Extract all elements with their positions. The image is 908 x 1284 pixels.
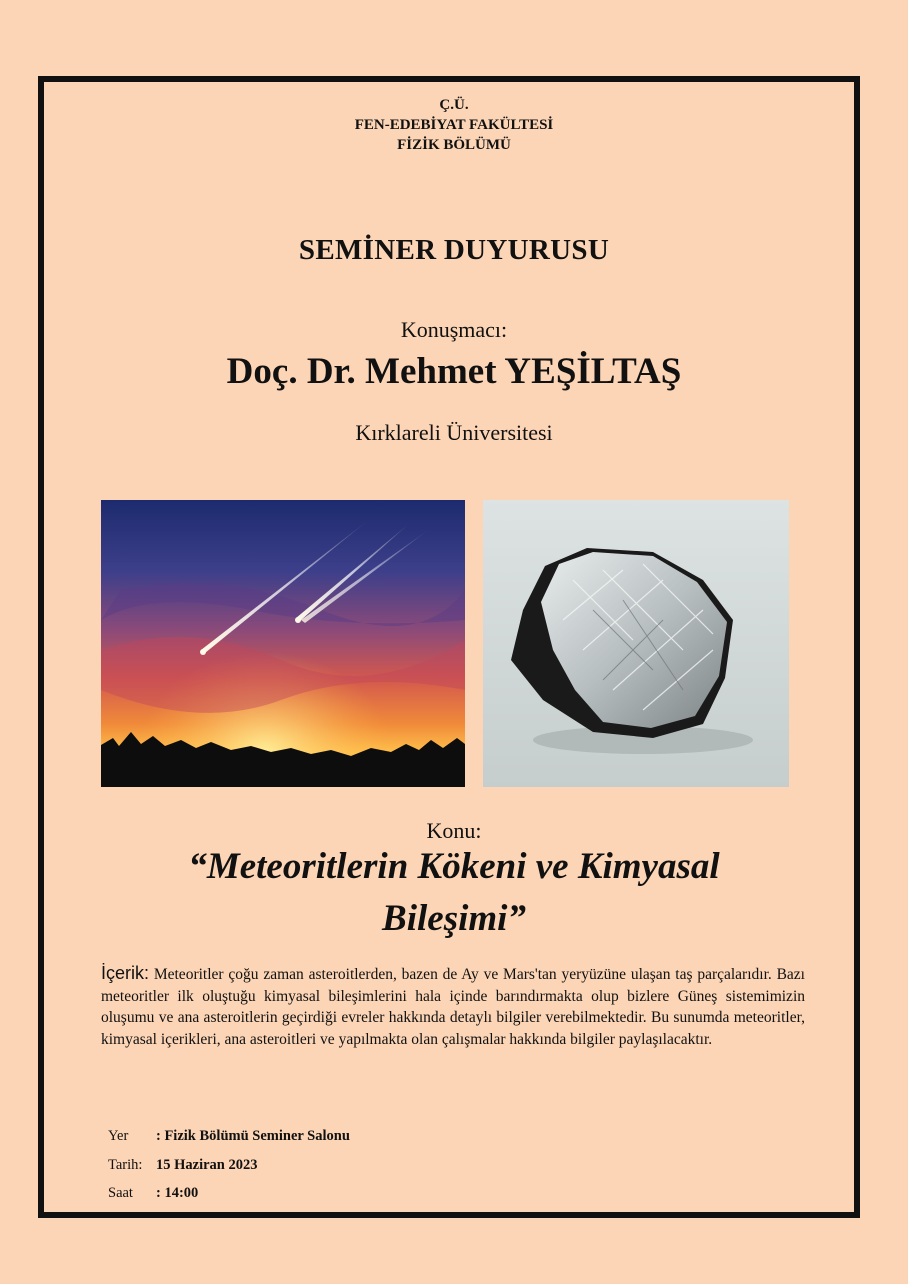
- department-name: FİZİK BÖLÜMÜ: [397, 137, 511, 153]
- place-label: Yer: [108, 1128, 129, 1144]
- university-name: Ç.Ü.: [439, 97, 469, 113]
- topic-title-line2: Bileşimi”: [382, 898, 526, 939]
- date-value: 15 Haziran 2023: [156, 1157, 258, 1173]
- content-lead-label: İçerik:: [101, 963, 150, 983]
- date-label: Tarih:: [108, 1157, 143, 1173]
- speaker-label: Konuşmacı:: [400, 317, 508, 342]
- page-title: SEMİNER DUYURUSU: [298, 234, 610, 266]
- topic-title-line1: “Meteoritlerin Kökeni ve Kimyasal: [188, 846, 720, 887]
- content-text: Meteoritler çoğu zaman asteroitlerden, bazen de Ay ve Mars'tan yeryüzüne ulaşan taş parçalarıdır. Bazı meteoritler ilk oluştuğu kimyasal bileşimlerini hala içinde barındırmakta olup bizlere Güneş sistemimizin oluşumu ve ana asteroitlerin geçirdiği evreler hakkında detaylı bilgiler verebilmektedir. Bu sunumda meteoritler, kimyasal içerikleri, ana asteroitleri ve yapılmakta olan çalışmalar hakkında bilgiler paylaşılacaktır.: [101, 966, 805, 1048]
- iron-meteorite-image: [483, 500, 789, 787]
- speaker-affiliation: Kırklareli Üniversitesi: [355, 420, 553, 445]
- date-row: [108, 1157, 258, 1174]
- time-label: Saat: [108, 1185, 133, 1201]
- place-row: [108, 1128, 350, 1145]
- speaker-name: Doç. Dr. Mehmet YEŞİLTAŞ: [226, 351, 682, 392]
- time-value: : 14:00: [156, 1185, 199, 1201]
- content-paragraph: [101, 963, 805, 1050]
- meteor-shower-image: [101, 500, 465, 787]
- place-value: : Fizik Bölümü Seminer Salonu: [156, 1128, 350, 1144]
- topic-label: Konu:: [426, 818, 482, 843]
- faculty-name: FEN-EDEBİYAT FAKÜLTESİ: [354, 117, 554, 133]
- time-row: [108, 1185, 198, 1202]
